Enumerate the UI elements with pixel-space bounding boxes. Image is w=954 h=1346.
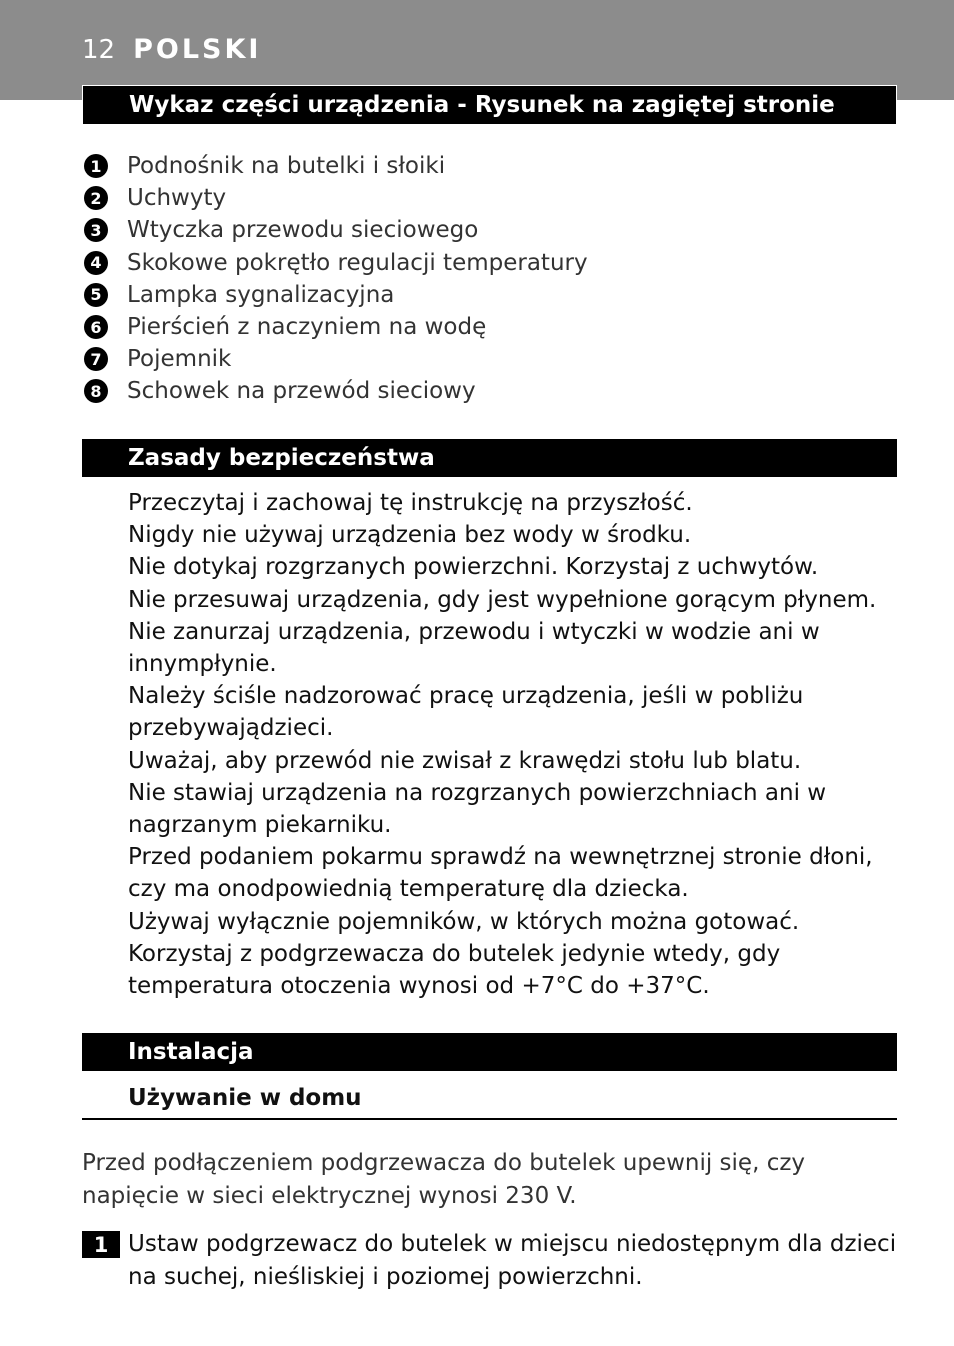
list-item	[84, 279, 588, 311]
safety-line: Przed podaniem pokarmu sprawdź na wewnętrznej stronie dłoni,	[128, 844, 873, 871]
safety-line: innympłynie.	[128, 651, 277, 678]
list-item	[84, 375, 588, 407]
number-badge-icon: 2	[84, 186, 108, 210]
page-header	[82, 34, 261, 74]
page-number: 12	[82, 35, 116, 65]
list-item	[84, 182, 588, 214]
safety-line: temperatura otoczenia wynosi od +7°C do +37°C.	[128, 973, 710, 1000]
step-text: Ustaw podgrzewacz do butelek w miejscu niedostępnym dla dzieci na suchej, nieśliskiej i poziomej powierzchni.	[128, 1231, 897, 1290]
number-badge-icon: 4	[84, 251, 108, 275]
safety-line: Należy ściśle nadzorować pracę urządzenia, jeśli w pobliżu	[128, 683, 804, 710]
number-badge-icon: 8	[84, 379, 108, 403]
number-badge-icon: 5	[84, 283, 108, 307]
list-item	[84, 214, 588, 246]
safety-line: Przeczytaj i zachowaj tę instrukcję na przyszłość.	[128, 490, 693, 516]
part-label: Pierścień z naczyniem na wodę	[127, 314, 487, 341]
step-item	[82, 1228, 902, 1293]
part-label: Skokowe pokrętło regulacji temperatury	[127, 249, 588, 276]
section-title-parts: Wykaz części urządzenia - Rysunek na zagiętej stronie	[82, 85, 897, 125]
section-title-safety: Zasady bezpieczeństwa	[82, 439, 897, 477]
safety-line: Nie stawiaj urządzenia na rozgrzanych powierzchniach ani w	[128, 779, 827, 806]
part-label: Wtyczka przewodu sieciowego	[127, 217, 479, 244]
installation-intro: Przed podłączeniem podgrzewacza do butelek upewnij się, czy napięcie w sieci elektrycznej wynosi 230 V.	[82, 1150, 806, 1209]
safety-line: Nie dotykaj rozgrzanych powierzchni. Korzystaj z uchwytów.	[128, 554, 819, 581]
section-title-installation: Instalacja	[82, 1033, 897, 1071]
part-label: Pojemnik	[127, 346, 232, 373]
safety-line: Nigdy nie używaj urządzenia bez wody w środku.	[128, 522, 692, 549]
step-number-badge: 1	[82, 1231, 120, 1258]
list-item	[84, 247, 588, 279]
number-badge-icon: 7	[84, 347, 108, 371]
safety-line: czy ma onodpowiednią temperaturę dla dziecka.	[128, 876, 689, 903]
part-label: Lampka sygnalizacyjna	[127, 281, 395, 308]
safety-list	[128, 487, 908, 1002]
part-label: Uchwyty	[127, 185, 227, 212]
language-label: POLSKI	[133, 34, 262, 65]
list-item	[84, 311, 588, 343]
safety-line: Nie zanurzaj urządzenia, przewodu i wtyczki w wodzie ani w	[128, 618, 820, 645]
number-badge-icon: 6	[84, 315, 108, 339]
safety-line: Nie przesuwaj urządzenia, gdy jest wypełnione gorącym płynem.	[128, 586, 877, 613]
list-item	[84, 150, 588, 182]
safety-line: nagrzanym piekarniku.	[128, 812, 392, 839]
safety-line: Korzystaj z podgrzewacza do butelek jedynie wtedy, gdy	[128, 940, 781, 967]
number-badge-icon: 1	[84, 154, 108, 178]
part-label: Podnośnik na butelki i słoiki	[127, 153, 446, 180]
part-label: Schowek na przewód sieciowy	[127, 378, 476, 405]
list-item	[84, 343, 588, 375]
number-badge-icon: 3	[84, 218, 108, 242]
subheading-home-use: Używanie w domu	[82, 1080, 897, 1120]
safety-line: Uważaj, aby przewód nie zwisał z krawędzi stołu lub blatu.	[128, 747, 802, 774]
safety-line: przebywajądzieci.	[128, 715, 334, 742]
safety-line: Używaj wyłącznie pojemników, w których można gotować.	[128, 908, 800, 935]
parts-list	[84, 150, 588, 408]
